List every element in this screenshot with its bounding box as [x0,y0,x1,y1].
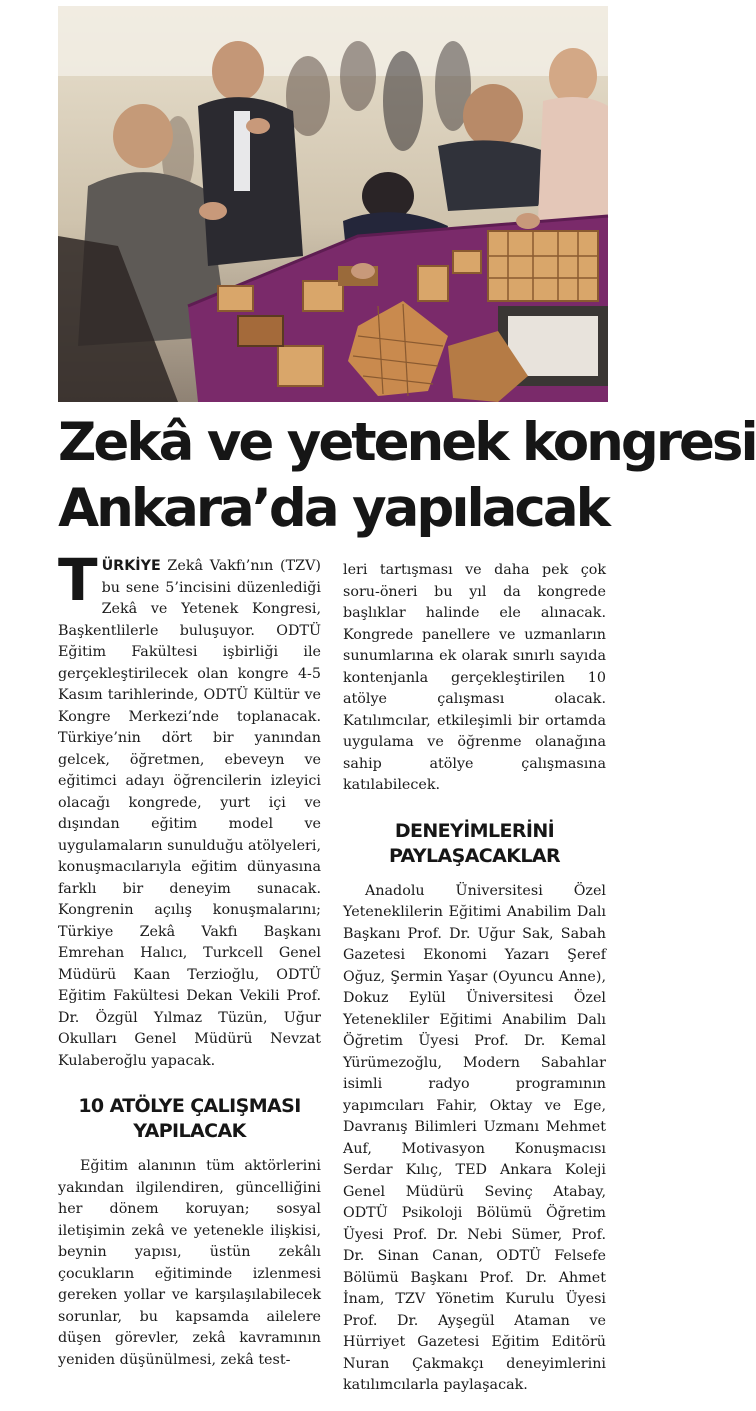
article-column-right [343,560,606,1397]
intro-text: Zekâ Vakfı’nın (TZV) bu sene 5’incisini düzenlediği Zekâ ve Yetenek Kongresi, Başkentlilerle buluşuyor. ODTÜ Eğitim Fakültesi işbirliği ile gerçekleştirilecek olan kongre 4-5 Kasım tarihlerinde, ODTÜ Kültür ve Kongre Merkezi’nde toplanacak. Türkiye’nin dört bir yanından gelcek, öğretmen, ebeveyn ve eğitimci adayı öğrencilerin izleyici olacağı kongrede, yurt içi ve dışından eğitim model ve uygulamaların sunulduğu atölyeleri, konuşmacılarıyla eğitim dünyasına farklı bir deneyim sunacak. Kongrenin açılış konuşmalarını; Türkiye Zekâ Vakfı Başkanı Emrehan Halıcı, Turkcell Genel Müdürü Kaan Terzioğlu, ODTÜ Eğitim Fakültesi Dekan Vekili Prof. Dr. Özgül Yılmaz Tüzün, Uğur Okulları Genel Müdürü Nevzat Kulaberoğlu yapacak. [58,558,321,1069]
subheading-workshops-line-2: YAPILACAK [133,1120,246,1142]
subheading-speakers-line-2: PAYLAŞACAKLAR [388,844,561,867]
intro-paragraph [58,546,321,1072]
workshops-paragraph-start: Eğitim alanının tüm aktörlerini yakından ilgilendiren, güncelliğini her dönem koruyan; sosyal iletişimin zekâ ve yetenekle ilişkisi, beynin yapısı, üstün zekâlı çocukların eğitiminde izlenmesi gereken yollar ve karşılaşılabilecek sorunlar, bu kapsamda ailelere düşen görevler, zekâ kavramının yeniden düşünülmesi, zekâ test- [58,1158,321,1368]
subheading-workshops [58,1094,321,1144]
speakers-paragraph: Anadolu Üniversitesi Özel Yeteneklilerin Eğitimi Anabilim Dalı Başkanı Prof. Dr. Uğur Sak, Sabah Gazetesi Ekonomi Yazarı Şeref Oğuz, Şermin Yaşar (Oyuncu Anne), Dokuz Eylül Üniversitesi Özel Yetenekliler Eğitimi Anabilim Dalı Öğretim Üyesi Prof. Dr. Kemal Yürümezoğlu, Modern Sabahlar isimli radyo programının yapımcıları Fahir, Oktay ve Ege, Davranış Bilimleri Uzmanı Mehmet Auf, Motivasyon Konuşmacısı Serdar Kılıç, TED Ankara Koleji Genel Müdürü Sevinç Atabay, ODTÜ Psikoloji Bölümü Öğretim Üyesi Prof. Dr. Nebi Sümer, Prof. Dr. Sinan Canan, ODTÜ Felsefe Bölümü Başkanı Prof. Dr. Ahmet İnam, TZV Yönetim Kurulu Üyesi Prof. Dr. Ayşegül Ataman ve Hürriyet Gazetesi Eğitim Editörü Nuran Çakmakçı deneyimlerini katılımcılarla paylaşacak. [343,882,606,1393]
workshops-paragraph-end: leri tartışması ve daha pek çok soru-öneri bu yıl da kongrede başlıklar halinde ele alınacak. Kongrede panellere ve uzmanların sunumlarına ek olarak sınırlı sayıda kontenjanla gerçekleştirilen 10 atölye çalışması olacak. Katılımcılar, etkileşimli bir ortamda uygulama ve öğrenme olanağına sahip atölye çalışmasına katılabilecek. [343,562,606,793]
article-photo [58,6,608,402]
headline-line-2: Ankara’da yapılacak [58,478,608,539]
subheading-speakers [343,819,606,869]
article-headline [58,410,756,542]
headline-line-1: Zekâ ve yetenek kongresi [58,412,756,473]
subheading-speakers-line-1: DENEYİMLERİNİ [394,819,555,842]
drop-cap: T [58,546,98,614]
subheading-workshops-line-1: 10 ATÖLYE ÇALIŞMASI [78,1095,301,1117]
article-column-left [58,546,321,1371]
lead-word: ÜRKİYE [101,558,161,574]
